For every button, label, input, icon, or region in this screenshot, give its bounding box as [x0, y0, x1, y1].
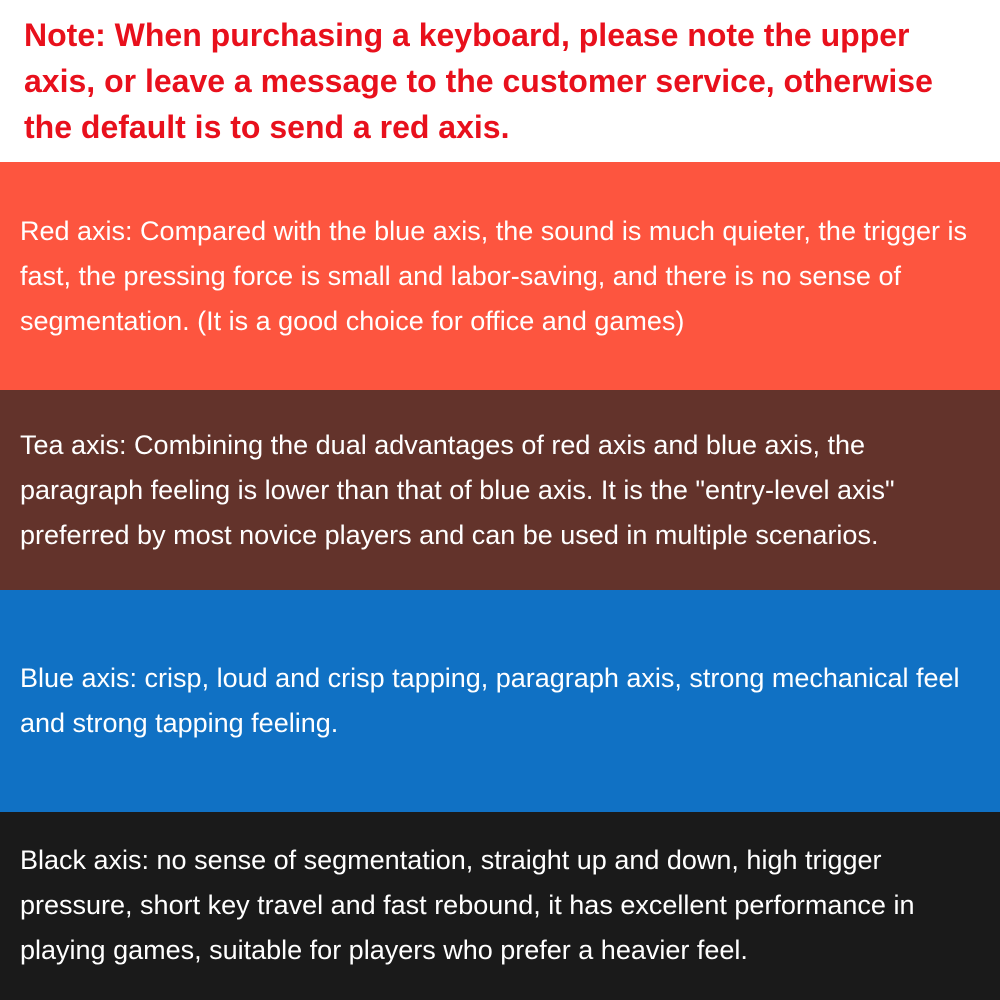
red-axis-description: Red axis: Compared with the blue axis, the sound is much quieter, the trigger is fast, the pressing force is small and labor-saving, and there is no sense of segmentation. (It is a good choice for office and games): [20, 215, 967, 336]
blue-axis-description: Blue axis: crisp, loud and crisp tapping, paragraph axis, strong mechanical feel and strong tapping feeling.: [20, 663, 960, 738]
black-axis-section: [0, 812, 1000, 1000]
blue-axis-section: [0, 590, 1000, 812]
black-axis-description: Black axis: no sense of segmentation, straight up and down, high trigger pressure, short key travel and fast rebound, it has excellent performance in playing games, suitable for players who prefer a heavier feel.: [20, 844, 915, 965]
red-axis-section: [0, 162, 1000, 390]
purchase-note: [0, 0, 1000, 162]
tea-axis-section: [0, 390, 1000, 590]
purchase-note-text: Note: When purchasing a keyboard, please note the upper axis, or leave a message to the customer service, otherwise the default is to send a red axis.: [24, 17, 933, 145]
tea-axis-description: Tea axis: Combining the dual advantages of red axis and blue axis, the paragraph feeling is lower than that of blue axis. It is the "entry-level axis" preferred by most novice players and can be used in multiple scenarios.: [20, 429, 895, 550]
